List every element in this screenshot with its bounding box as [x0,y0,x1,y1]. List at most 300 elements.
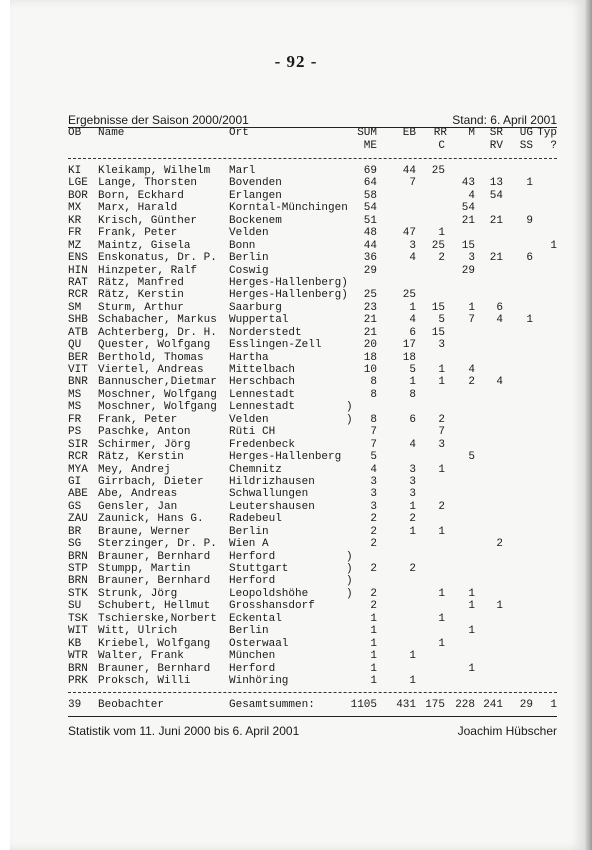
cell-sum: 2 [370,587,377,600]
cell-rr: 2 [438,413,445,426]
cell-ob: KI [68,165,82,177]
cell-ob: MX [68,202,82,215]
cell-rr: 1 [438,637,445,650]
cell-ob: ATB [68,326,88,339]
cell-eb: 4 [409,252,416,265]
table-row [68,314,557,326]
cell-name: Mey, Andrej [98,463,171,476]
cell-ort: Herford [229,662,276,675]
cell-m: 4 [468,364,475,376]
totals-sum: 1105 [350,699,377,711]
cell-sum: 29 [363,264,377,277]
cell-rr: 5 [438,314,445,327]
cell-sr: 21 [489,252,503,265]
cell-ob: LGE [68,177,88,190]
table-title: Ergebnisse der Saison 2000/2001 [68,113,249,127]
cell-ob: SIR [68,438,88,451]
cell-mark: ) [346,401,353,414]
cell-rr: 1 [438,587,445,600]
cell-name: Walter, Frank [98,650,184,663]
cell-name: Berthold, Thomas [98,351,204,364]
cell-rr: 7 [438,426,445,439]
cell-sum: 7 [370,426,377,439]
cell-mark: ) [346,413,353,426]
table-row [68,551,557,563]
cell-name: Witt, Ulrich [98,625,178,638]
cell-ort: Herges-Hallenberg) [229,276,348,289]
table-row [68,526,557,538]
cell-rr: 1 [438,463,445,476]
cell-ort: Saarburg [229,301,282,314]
cell-sr: 4 [496,314,503,327]
cell-ob: KB [68,637,82,650]
cell-name: Moschner, Wolfgang [98,401,217,414]
cell-ob: SM [68,301,82,314]
cell-m: 2 [468,376,475,389]
cell-sum: 1 [370,612,377,625]
cell-rr: 2 [438,252,445,265]
cell-eb: 17 [402,339,416,352]
cell-eb: 3 [409,488,416,501]
cell-name: Enskonatus, Dr. P. [98,252,217,265]
col-typ-sub: ? [550,140,557,152]
cell-sum: 1 [370,674,377,687]
cell-sum: 1 [370,637,377,650]
cell-ob: GI [68,475,82,488]
cell-name: Lange, Thorsten [98,177,198,190]
cell-ob: ENS [68,252,88,265]
cell-ob: ZAU [68,513,88,526]
cell-ort: Hildrizhausen [229,475,315,488]
table-row [68,302,557,314]
cell-m: 21 [461,214,475,227]
col-name: Name [98,127,125,139]
cell-eb: 1 [409,650,416,663]
dashed-rule [68,692,557,693]
cell-ort: Berlin [229,625,269,638]
cell-sr: 54 [489,189,503,202]
table-row [68,538,557,550]
cell-ort: Winhöring [229,674,289,687]
cell-sum: 2 [370,525,377,538]
cell-ob: PS [68,426,82,439]
cell-ob: WIT [68,625,88,638]
table-row [68,389,557,401]
table-row [68,376,557,388]
cell-m: 29 [461,264,475,277]
cell-ort: Osterwaal [229,637,289,650]
cell-name: Born, Eckhard [98,189,184,202]
cell-sum: 69 [363,165,377,177]
col-rr-sub: C [438,140,445,152]
cell-ob: FR [68,227,82,240]
cell-name: Bannuscher,Dietmar [98,376,217,389]
cell-sr: 4 [496,376,503,389]
col-ob: OB [68,127,82,139]
cell-ug: 1 [526,314,533,327]
cell-eb: 5 [409,364,416,376]
cell-ort: Leutershausen [229,500,315,513]
cell-ob: MS [68,388,82,401]
cell-eb: 25 [402,289,416,302]
table-row [68,638,557,650]
cell-eb: 6 [409,413,416,426]
cell-ort: Lennestadt [229,401,296,414]
cell-name: Stumpp, Martin [98,563,191,575]
cell-sum: 10 [363,364,377,376]
cell-name: Krisch, Günther [98,214,198,227]
cell-name: Zaunick, Hans G. [98,513,204,526]
cell-sum: 2 [370,538,377,551]
cell-ug: 6 [526,252,533,265]
cell-ob: SG [68,538,82,551]
table-row [68,488,557,500]
totals-eb: 431 [396,699,416,711]
cell-ort: Herges-Hallenberg) [229,289,348,302]
totals-rr: 175 [425,699,445,711]
table-row [68,613,557,625]
cell-sum: 36 [363,252,377,265]
col-ug: UG [519,127,533,139]
cell-name: Frank, Peter [98,227,178,240]
table-row [68,414,557,426]
cell-ob: KR [68,214,82,227]
cell-eb: 1 [409,674,416,687]
cell-name: Achterberg, Dr. H. [98,326,217,339]
cell-ob: BRN [68,575,88,588]
cell-eb: 3 [409,463,416,476]
table-row [68,327,557,339]
cell-sr: 6 [496,301,503,314]
col-sum: SUM [357,127,377,139]
cell-m: 1 [468,662,475,675]
cell-ob: STP [68,563,88,575]
table-row [68,501,557,513]
cell-sum: 5 [370,451,377,464]
table-row [68,289,557,301]
cell-ob: FR [68,413,82,426]
cell-ob: QU [68,339,82,352]
cell-ort: Bonn [229,239,256,252]
col-typ: Typ [537,127,557,139]
cell-eb: 1 [409,301,416,314]
cell-ob: PRK [68,674,88,687]
cell-sum: 1 [370,662,377,675]
cell-ort: Velden [229,227,269,240]
cell-ob: RCR [68,451,88,464]
cell-mark: ) [346,575,353,588]
cell-ort: Stuttgart [229,563,289,575]
cell-ort: Eckental [229,612,282,625]
cell-ort: Hartha [229,351,269,364]
cell-ort: Berlin [229,525,269,538]
cell-ob: WTR [68,650,88,663]
page-edge [585,0,592,850]
cell-ort: Mittelbach [229,364,296,376]
cell-rr: 3 [438,339,445,352]
cell-name: Proksch, Willi [98,674,191,687]
cell-name: Maintz, Gisela [98,239,191,252]
cell-sum: 3 [370,488,377,501]
cell-name: Brauner, Bernhard [98,662,211,675]
cell-name: Quester, Wolfgang [98,339,211,352]
cell-name: Rätz, Manfred [98,276,184,289]
cell-rr: 1 [438,227,445,240]
cell-name: Brauner, Bernhard [98,550,211,563]
totals-m: 228 [455,699,475,711]
cell-rr: 1 [438,525,445,538]
table-row [68,426,557,438]
cell-ort: Grosshansdorf [229,600,315,613]
cell-eb: 2 [409,513,416,526]
col-sr-sub: RV [489,140,503,152]
cell-sum: 44 [363,239,377,252]
col-ug-sub: SS [519,140,533,152]
cell-name: Rätz, Kerstin [98,451,184,464]
cell-ug: 1 [526,177,533,190]
cell-ob: TSK [68,612,88,625]
cell-ort: Herges-Hallenberg [229,451,342,464]
cell-sum: 21 [363,314,377,327]
cell-ob: VIT [68,364,88,376]
cell-sum: 54 [363,202,377,215]
cell-ob: BER [68,351,88,364]
cell-name: Moschner, Wolfgang [98,388,217,401]
cell-name: Frank, Peter [98,413,178,426]
cell-eb: 1 [409,500,416,513]
cell-m: 1 [468,600,475,613]
cell-ort: Herford [229,550,276,563]
cell-eb: 3 [409,239,416,252]
cell-sum: 3 [370,475,377,488]
cell-ort: Wuppertal [229,314,289,327]
cell-name: Gensler, Jan [98,500,178,513]
cell-name: Kleikamp, Wilhelm [98,165,211,177]
table-row [68,227,557,239]
cell-ort: Leopoldshöhe [229,587,309,600]
col-ort: Ort [229,127,249,139]
totals-typ: 1 [550,699,557,711]
page-number: - 92 - [274,52,318,71]
cell-ob: RAT [68,276,88,289]
cell-ob: HIN [68,264,88,277]
cell-sum: 7 [370,438,377,451]
cell-ort: Chemnitz [229,463,282,476]
footer-rule [68,716,557,717]
col-sum-sub: ME [363,140,377,152]
statistics-period: Statistik vom 11. Juni 2000 bis 6. April 2001 [68,724,300,738]
table-row [68,215,557,227]
col-eb: EB [402,127,416,139]
cell-sum: 20 [363,339,377,352]
dashed-rule [68,158,557,159]
cell-ob: MZ [68,239,82,252]
table-row [68,252,557,264]
cell-name: Sterzinger, Dr. P. [98,538,217,551]
cell-mark: ) [346,587,353,600]
cell-m: 1 [468,301,475,314]
totals-row [68,699,557,713]
cell-eb: 44 [402,165,416,177]
cell-ob: BOR [68,189,88,202]
cell-m: 1 [468,587,475,600]
cell-ob: BRN [68,662,88,675]
cell-sr: 1 [496,600,503,613]
cell-ob: MS [68,401,82,414]
cell-m: 4 [468,189,475,202]
cell-rr: 3 [438,438,445,451]
cell-ort: Marl [229,165,256,177]
table-row [68,650,557,662]
table-row [68,563,557,575]
cell-ob: STK [68,587,88,600]
cell-ort: Herschbach [229,376,296,389]
col-sr: SR [489,127,503,139]
cell-ort: Erlangen [229,189,282,202]
table-row [68,352,557,364]
cell-m: 3 [468,252,475,265]
cell-name: Marx, Harald [98,202,178,215]
cell-ort: Schwallungen [229,488,309,501]
cell-sum: 48 [363,227,377,240]
cell-ob: SU [68,600,82,613]
cell-m: 43 [461,177,475,190]
cell-name: Brauner, Bernhard [98,575,211,588]
table-row [68,625,557,637]
cell-sum: 2 [370,563,377,575]
table-row [68,600,557,612]
cell-name: Schirmer, Jörg [98,438,191,451]
cell-name: Sturm, Arthur [98,301,184,314]
cell-name: Schabacher, Markus [98,314,217,327]
cell-ort: Bockenem [229,214,282,227]
table-row [68,339,557,351]
cell-eb: 4 [409,438,416,451]
totals-ug: 29 [519,699,533,711]
cell-name: Tschierske,Norbert [98,612,217,625]
cell-m: 1 [468,625,475,638]
cell-rr: 15 [431,326,445,339]
table-row [68,588,557,600]
table-row [68,464,557,476]
cell-name: Strunk, Jörg [98,587,178,600]
cell-sum: 23 [363,301,377,314]
cell-name: Girrbach, Dieter [98,475,204,488]
cell-sum: 2 [370,600,377,613]
cell-name: Hinzpeter, Ralf [98,264,198,277]
cell-sum: 58 [363,189,377,202]
table-row [68,202,557,214]
cell-sum: 3 [370,500,377,513]
cell-ort: Esslingen-Zell [229,339,322,352]
cell-ob: RCR [68,289,88,302]
cell-name: Schubert, Hellmut [98,600,211,613]
cell-name: Rätz, Kerstin [98,289,184,302]
cell-ort: München [229,650,276,663]
cell-rr: 1 [438,612,445,625]
cell-name: Kriebel, Wolfgang [98,637,211,650]
cell-ug: 9 [526,214,533,227]
cell-ort: Bovenden [229,177,282,190]
table-row [68,165,557,177]
cell-mark: ) [346,563,353,575]
cell-eb: 1 [409,376,416,389]
cell-sum: 51 [363,214,377,227]
cell-mark: ) [346,550,353,563]
cell-rr: 1 [438,376,445,389]
cell-eb: 1 [409,525,416,538]
cell-sum: 18 [363,351,377,364]
cell-name: Abe, Andreas [98,488,178,501]
stand-date: Stand: 6. April 2001 [452,113,557,127]
cell-rr: 25 [431,239,445,252]
cell-ob: BR [68,525,82,538]
cell-eb: 7 [409,177,416,190]
cell-rr: 15 [431,301,445,314]
cell-sum: 64 [363,177,377,190]
cell-m: 7 [468,314,475,327]
cell-sum: 25 [363,289,377,302]
cell-ob: ABE [68,488,88,501]
totals-sum-label: Gesamtsummen: [229,699,315,711]
cell-rr: 25 [431,165,445,177]
table-row [68,451,557,463]
cell-sum: 2 [370,513,377,526]
cell-eb: 6 [409,326,416,339]
totals-count: 39 [68,699,82,711]
cell-m: 54 [461,202,475,215]
table-row [68,364,557,376]
totals-label: Beobachter [98,699,165,711]
cell-ort: Norderstedt [229,326,302,339]
cell-sr: 21 [489,214,503,227]
cell-rr: 2 [438,500,445,513]
cell-rr: 1 [438,364,445,376]
cell-name: Braune, Werner [98,525,191,538]
cell-sum: 8 [370,413,377,426]
cell-ort: Berlin [229,252,269,265]
table-row [68,277,557,289]
cell-sum: 8 [370,376,377,389]
cell-eb: 18 [402,351,416,364]
cell-m: 15 [461,239,475,252]
table-row [68,401,557,413]
cell-sr: 13 [489,177,503,190]
cell-eb: 4 [409,314,416,327]
cell-ort: Herford [229,575,276,588]
cell-ob: SHB [68,314,88,327]
table-row [68,575,557,587]
cell-ort: Fredenbeck [229,438,296,451]
column-headers [68,127,557,153]
cell-ob: MYA [68,463,88,476]
col-rr: RR [433,127,447,139]
table-row [68,240,557,252]
cell-ort: Rüti CH [229,426,276,439]
cell-ob: GS [68,500,82,513]
table-row [68,265,557,277]
table-row [68,663,557,675]
cell-ort: Coswig [229,264,269,277]
cell-ort: Lennestadt [229,388,296,401]
totals-sr: 241 [483,699,503,711]
cell-sr: 2 [496,538,503,551]
table-row [68,513,557,525]
table-row [68,439,557,451]
cell-eb: 8 [409,388,416,401]
cell-name: Paschke, Anton [98,426,191,439]
author-name: Joachim Hübscher [457,724,557,738]
